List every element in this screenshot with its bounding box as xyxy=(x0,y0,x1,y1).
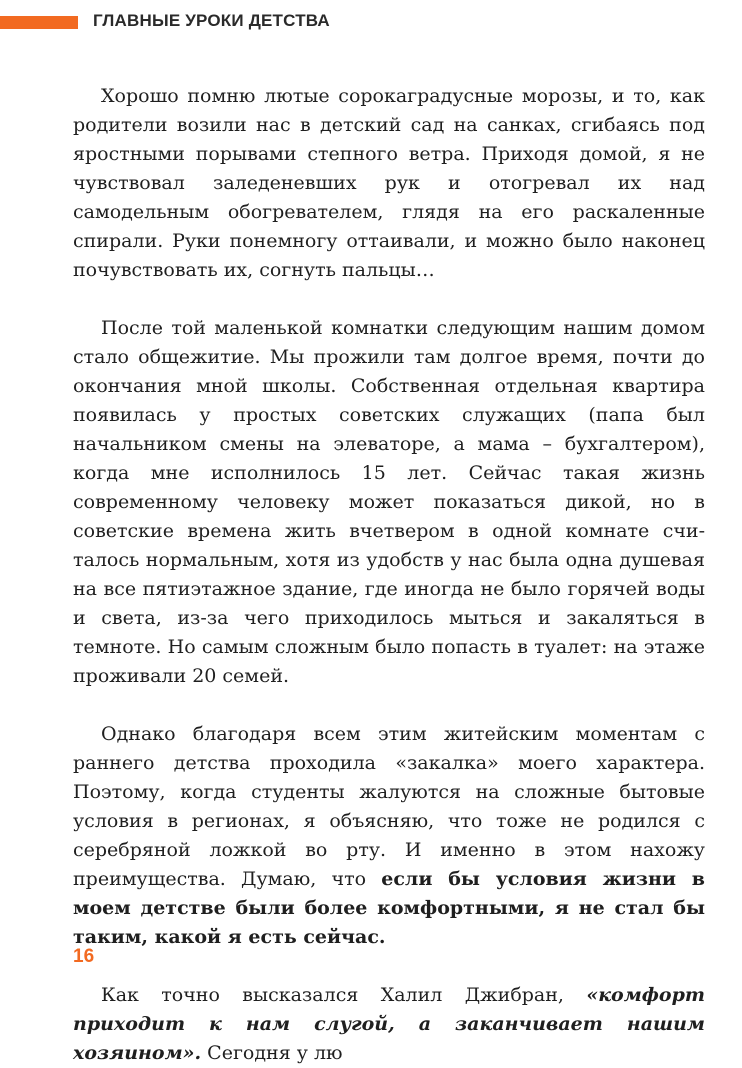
running-head-title: ГЛАВНЫЕ УРОКИ ДЕТСТВА xyxy=(93,11,330,30)
paragraph-4 xyxy=(73,981,705,1068)
page-header xyxy=(0,8,742,36)
paragraph-3 xyxy=(73,720,705,952)
paragraph-3-bold-emphasis: если бы условия жизни в моем детстве были более комфортными, я не стал бы таким, какой я есть сейчас. xyxy=(73,868,705,948)
orange-accent-bar xyxy=(0,16,78,29)
page-number: 16 xyxy=(73,946,95,967)
paragraph-2: После той маленькой комнатки следующим нашим домом стало общежитие. Мы прожили там долгое время, почти до окончания мной школы. Собственная отдельная квартира появилась у простых советских служащих (папа был начальником смены на элеваторе, а мама – бухгалтером), когда мне исполнилось 15 лет. Сейчас такая жизнь современному человеку может показаться дикой, но в советские времена жить вчетвером в одной комнате считалось нормальным, хотя из удобств у нас была одна душевая на все пятиэтажное здание, где иногда не было горячей воды и света, из-за чего приходилось мыться и закаляться в темноте. Но самым сложным было попасть в туалет: на этаже проживали 20 семей. xyxy=(73,317,705,687)
paragraph-1: Хорошо помню лютые сорокаградусные морозы, и то, как родители возили нас в детский сад на санках, сгибаясь под яростными порывами степного ветра. Приходя домой, я не чувствовал заледеневших рук и отогревал их над самодельным обогревателем, глядя на его раскаленные спирали. Руки понемногу оттаивали, и можно было наконец почувствовать их, согнуть пальцы… xyxy=(73,85,705,281)
paragraph-4-text-start: Как точно высказался Халил Джибран, xyxy=(101,984,587,1006)
gibran-quote: «комфорт приходит к нам слугой, а заканчивает нашим хозяином». xyxy=(73,984,705,1064)
paragraph-4-text-end: Сегодня у лю xyxy=(201,1042,343,1064)
body-text xyxy=(73,82,705,1068)
paragraph-3-text: Однако благодаря всем этим житейским моментам с раннего детства проходила «закалка» моего характера. Поэтому, когда студенты жалуются на сложные бытовые условия в регионах, я объясняю, что тоже не родился с серебряной ложкой во рту. И именно в этом нахожу преимущества. Думаю, что xyxy=(73,723,705,890)
